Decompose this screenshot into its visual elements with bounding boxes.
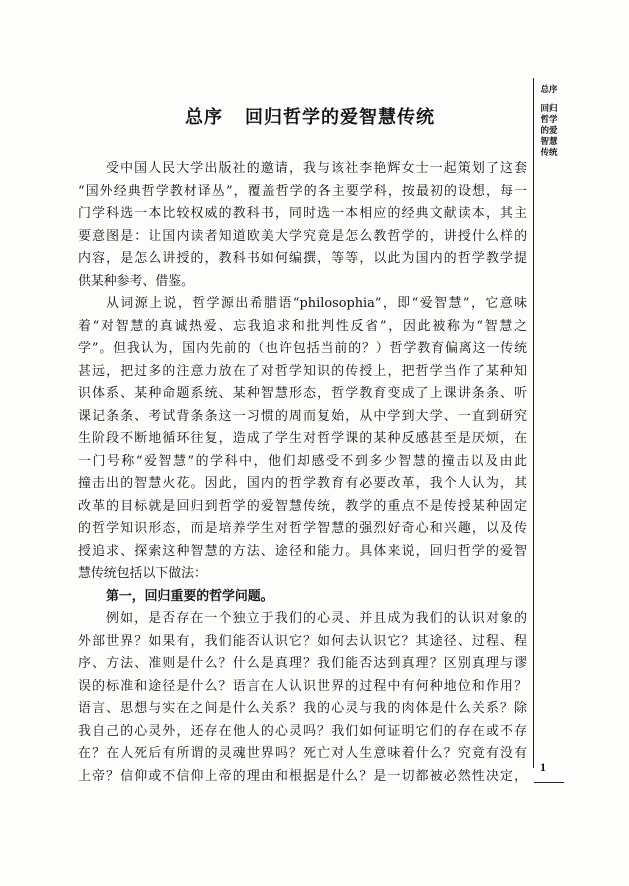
chapter-title-label: 总序 [185, 107, 223, 128]
text-line: 受中国人民大学出版社的邀请，我与该社李艳辉女士一起策划了这套 [106, 161, 527, 176]
section-heading: 第一，回归重要的哲学问题。 [106, 588, 274, 604]
text-line: 慧传统包括以下做法： [78, 566, 207, 581]
text-line: 改革的目标就是回归到哲学的爱智慧传统，教学的重点不是传授某种固定 [78, 498, 527, 514]
running-header-part2: 回归哲学的爱智慧传统 [540, 104, 558, 158]
running-header [538, 85, 560, 159]
text-line: 从词源上说，哲学源出希腊语“philosophia”，即“爱智慧”，它意味 [106, 296, 527, 311]
text-line: “国外经典哲学教材译丛”，覆盖哲学的各主要学科，按最初的设想，每一 [78, 183, 527, 199]
margin-rule [533, 78, 534, 768]
text-line: 在？在人死后有所谓的灵魂世界吗？死亡对人生意味着什么？究竟有没有 [78, 746, 527, 761]
text-line: 一门号称“爱智慧”的学科中，他们却感受不到多少智慧的撞击以及由此 [78, 453, 527, 469]
text-line: 生阶段不断地循环往复，造成了学生对哲学课的某种反感甚至是厌烦，在 [78, 431, 527, 446]
text-line: 我自己的心灵外，还存在他人的心灵吗？我们如何证明它们的存在或不存 [78, 723, 527, 739]
text-line: 授追求、探索这种智慧的方法、途径和能力。具体来说，回归哲学的爱智 [78, 543, 527, 559]
body-text [78, 158, 527, 788]
text-line: 学”。但我认为，国内先前的（也许包括当前的？）哲学教育偏离这一传统 [78, 341, 527, 356]
text-line: 甚远，把过多的注意力放在了对哲学知识的传授上，把哲学当作了某种知 [78, 363, 527, 379]
page-number: 1 [540, 760, 546, 774]
text-line: 识体系、某种命题系统、某种智慧形态，哲学教育变成了上课讲条条、听 [78, 386, 527, 401]
text-line: 着“对智慧的真诚热爱、忘我追求和批判性反省”，因此被称为“智慧之 [78, 318, 527, 334]
text-line: 序、方法、准则是什么？什么是真理？我们能否达到真理？区别真理与谬 [78, 656, 527, 671]
text-line: 要意图是：让国内读者知道欧美大学究竟是怎么教哲学的，讲授什么样的 [78, 228, 527, 244]
text-line: 语言、思想与实在之间是什么关系？我的心灵与我的肉体是什么关系？除 [78, 701, 527, 716]
text-line: 误的标准和途径是什么？语言在人认识世界的过程中有何种地位和作用？ [78, 678, 527, 694]
chapter-title-main: 回归哲学的爱智慧传统 [245, 107, 435, 128]
chapter-title [110, 103, 510, 129]
text-line: 门学科选一本比较权威的教科书，同时选一本相应的经典文献读本，其主 [78, 206, 527, 221]
text-line: 例如，是否存在一个独立于我们的心灵、并且成为我们的认识对象的 [106, 611, 527, 626]
text-line: 供某种参考、借鉴。 [78, 273, 195, 289]
running-header-part1: 总序 [540, 85, 558, 95]
text-line: 的哲学知识形态，而是培养学生对哲学智慧的强烈好奇心和兴趣，以及传 [78, 521, 527, 536]
text-line: 课记条条、考试背条条这一习惯的周而复始，从中学到大学、一直到研究 [78, 408, 527, 424]
text-line: 撞击出的智慧火花。因此，国内的哲学教育有必要改革，我个人认为，其 [78, 476, 527, 491]
text-line: 上帝？信仰或不信仰上帝的理由和根据是什么？是一切都被必然性决定， [78, 768, 527, 784]
text-line: 内容，是怎么讲授的，教科书如何编撰，等等，以此为国内的哲学教学提 [78, 251, 527, 266]
footer-rule [534, 782, 564, 783]
text-line: 外部世界？如果有，我们能否认识它？如何去认识它？其途径、过程、程 [78, 633, 527, 649]
